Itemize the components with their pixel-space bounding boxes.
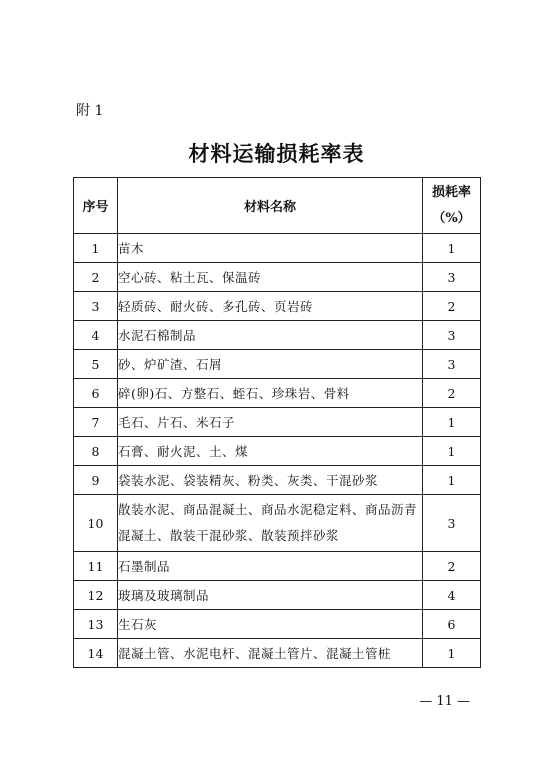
row-material-name: 水泥石棉制品 bbox=[118, 321, 423, 350]
row-serial-number: 1 bbox=[74, 234, 118, 263]
header-loss-rate-unit: （%） bbox=[432, 210, 471, 226]
row-loss-rate: 3 bbox=[423, 350, 481, 379]
row-serial-number: 5 bbox=[74, 350, 118, 379]
row-serial-number: 9 bbox=[74, 466, 118, 495]
loss-rate-table bbox=[73, 177, 481, 668]
appendix-label: 附 1 bbox=[76, 103, 104, 119]
row-material-name: 砂、炉矿渣、石屑 bbox=[118, 350, 423, 379]
table-row bbox=[74, 263, 481, 292]
row-serial-number: 10 bbox=[74, 495, 118, 552]
header-loss-rate bbox=[423, 178, 481, 234]
table-row bbox=[74, 581, 481, 610]
row-loss-rate: 3 bbox=[423, 263, 481, 292]
row-loss-rate: 3 bbox=[423, 495, 481, 552]
table-row bbox=[74, 292, 481, 321]
row-loss-rate: 1 bbox=[423, 639, 481, 668]
row-serial-number: 13 bbox=[74, 610, 118, 639]
header-material-name: 材料名称 bbox=[118, 178, 423, 234]
header-serial-number: 序号 bbox=[74, 178, 118, 234]
row-material-name: 石膏、耐火泥、土、煤 bbox=[118, 437, 423, 466]
row-serial-number: 3 bbox=[74, 292, 118, 321]
header-loss-rate-label: 损耗率 bbox=[431, 184, 471, 200]
row-material-name: 混凝土管、水泥电杆、混凝土管片、混凝土管桩 bbox=[118, 639, 423, 668]
table-row bbox=[74, 610, 481, 639]
table-row bbox=[74, 552, 481, 581]
table-row bbox=[74, 437, 481, 466]
row-loss-rate: 1 bbox=[423, 437, 481, 466]
table-row bbox=[74, 234, 481, 263]
table-row bbox=[74, 408, 481, 437]
row-material-name: 石墨制品 bbox=[118, 552, 423, 581]
row-material-name: 玻璃及玻璃制品 bbox=[118, 581, 423, 610]
row-material-name: 碎(卵)石、方整石、蛭石、珍珠岩、骨料 bbox=[118, 379, 423, 408]
row-serial-number: 2 bbox=[74, 263, 118, 292]
table-row bbox=[74, 639, 481, 668]
row-material-name: 生石灰 bbox=[118, 610, 423, 639]
table-row bbox=[74, 466, 481, 495]
table-row bbox=[74, 321, 481, 350]
page-number: — 11 — bbox=[419, 694, 470, 709]
row-serial-number: 12 bbox=[74, 581, 118, 610]
row-loss-rate: 1 bbox=[423, 466, 481, 495]
row-loss-rate: 1 bbox=[423, 408, 481, 437]
row-loss-rate: 2 bbox=[423, 379, 481, 408]
table-body bbox=[74, 234, 481, 668]
row-serial-number: 14 bbox=[74, 639, 118, 668]
row-loss-rate: 2 bbox=[423, 552, 481, 581]
table-row bbox=[74, 379, 481, 408]
row-serial-number: 11 bbox=[74, 552, 118, 581]
row-serial-number: 4 bbox=[74, 321, 118, 350]
table-row bbox=[74, 495, 481, 552]
row-serial-number: 7 bbox=[74, 408, 118, 437]
row-loss-rate: 6 bbox=[423, 610, 481, 639]
row-material-name: 散装水泥、商品混凝土、商品水泥稳定料、商品沥青混凝土、散装干混砂浆、散装预拌砂浆 bbox=[118, 495, 423, 552]
row-loss-rate: 4 bbox=[423, 581, 481, 610]
row-loss-rate: 3 bbox=[423, 321, 481, 350]
row-material-name: 轻质砖、耐火砖、多孔砖、页岩砖 bbox=[118, 292, 423, 321]
table-row bbox=[74, 350, 481, 379]
page-title: 材料运输损耗率表 bbox=[188, 141, 365, 166]
row-material-name: 毛石、片石、米石子 bbox=[118, 408, 423, 437]
row-loss-rate: 1 bbox=[423, 234, 481, 263]
row-material-name: 空心砖、粘土瓦、保温砖 bbox=[118, 263, 423, 292]
table-header-row bbox=[74, 178, 481, 234]
row-serial-number: 8 bbox=[74, 437, 118, 466]
row-material-name: 苗木 bbox=[118, 234, 423, 263]
row-loss-rate: 2 bbox=[423, 292, 481, 321]
row-material-name: 袋装水泥、袋装精灰、粉类、灰类、干混砂浆 bbox=[118, 466, 423, 495]
row-serial-number: 6 bbox=[74, 379, 118, 408]
